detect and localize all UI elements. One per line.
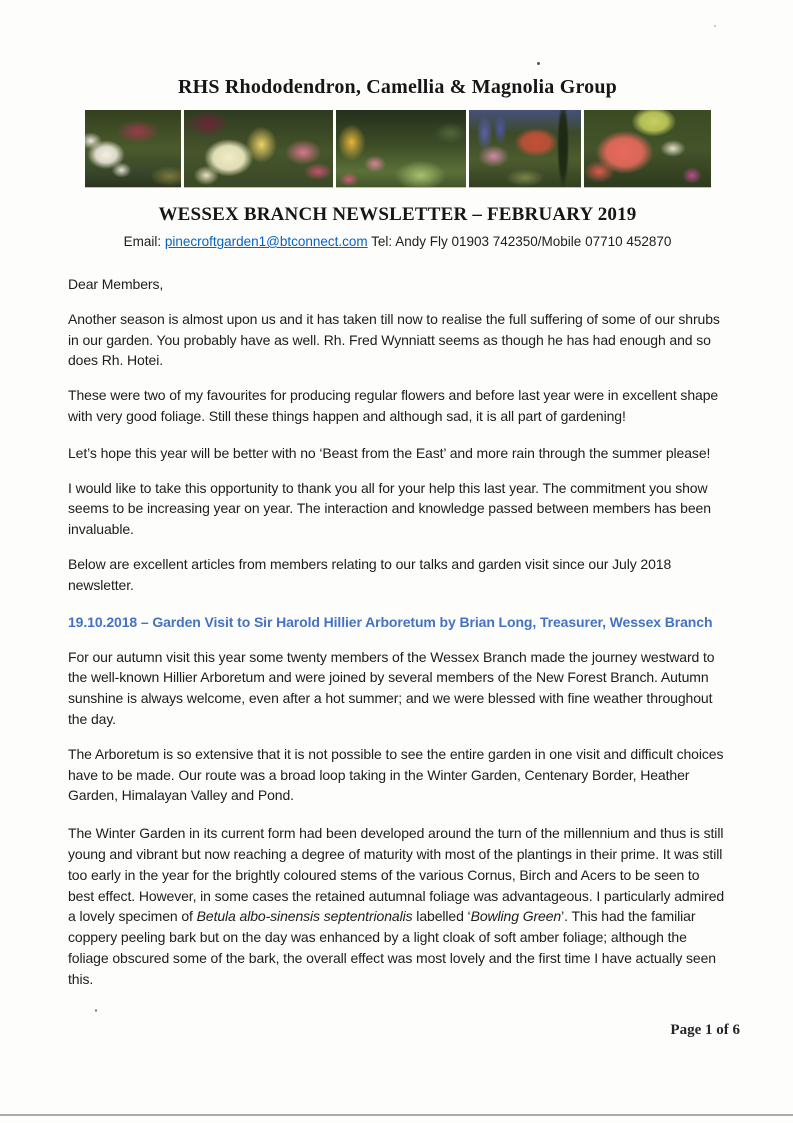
letter-paragraph-5: Below are excellent articles from members relating to our talks and garden visit since our July 2018 newsletter. — [68, 555, 672, 593]
letter-paragraph-1: Another season is almost upon us and it has taken till now to realise the full suffering of some of our shrubs in our garden. You probably have as well. Rh. Fred Wynniatt seems as though he has had enough and so does Rh. Hotei. — [68, 310, 720, 369]
article-paragraph-3 — [68, 823, 727, 989]
text-segment: ’. This had the familiar coppery peeling bark but on the day was enhanced by a light cloak of soft amber foliage; although the foliage obscured some of the bark, the overall effect was most lovely and the first time I have actually seen this. — [68, 908, 716, 987]
letter-paragraph-4: I would like to take this opportunity to thank you all for your help this last year. The commitment you show seems to be increasing year on year. The interaction and knowledge passed between members has been invaluable. — [68, 479, 711, 538]
garden-photo-banner — [85, 110, 711, 187]
garden-photo-4 — [469, 110, 581, 187]
scan-speck — [714, 25, 716, 27]
group-title: RHS Rhododendron, Camellia & Magnolia Group — [177, 76, 618, 98]
botanical-name-italic: Bowling Green — [470, 908, 562, 925]
contact-line — [68, 231, 727, 252]
article-paragraph-2: The Arboretum is so extensive that it is not possible to see the entire garden in one visit and difficult choices have to be made. Our route was a broad loop taking in the Winter Garden, Centenary Border, Heather Garden, Himalayan Valley and Pond. — [68, 745, 724, 804]
page-number: Page 1 of 6 — [670, 1022, 740, 1038]
garden-photo-1 — [85, 110, 181, 187]
scan-speck — [95, 1009, 97, 1012]
text-segment: The Winter Garden in its current form had been developed around the turn of the millennium and thus is still young and vibrant but now reaching a degree of maturity with most of the plantings in their prime. It was still too early in the year for the brightly coloured stems of the various Cornus, Birch and Acers to be seen to best effect. However, in some cases the retained autumnal foliage was advantageous. I particularly admired a lovely specimen of — [68, 825, 725, 925]
article-paragraph-1: For our autumn visit this year some twenty members of the Wessex Branch made the journey westward to the well-known Hillier Arboretum and were joined by several members of the New Forest Branch. Autumn sunshine is always welcome, even after a hot summer; and we were blessed with fine weather throughout the day. — [68, 648, 715, 727]
scan-edge-line — [0, 1114, 793, 1116]
garden-photo-2 — [184, 110, 333, 187]
garden-photo-5 — [584, 110, 711, 187]
salutation: Dear Members, — [68, 276, 164, 292]
article-heading: 19.10.2018 – Garden Visit to Sir Harold Hillier Arboretum by Brian Long, Treasurer, Wessex Branch — [68, 613, 713, 630]
letter-paragraph-3: Let’s hope this year will be better with no ‘Beast from the East’ and more rain through the summer please! — [68, 444, 711, 461]
email-link[interactable]: pinecroftgarden1@btconnect.com — [164, 234, 368, 249]
newsletter-title: WESSEX BRANCH NEWSLETTER – FEBRUARY 2019 — [158, 204, 637, 225]
letter-paragraph-2: These were two of my favourites for producing regular flowers and before last year were in excellent shape with very good foliage. Still these things happen and although sad, it is all part of gardening! — [68, 387, 719, 424]
telephone-text: Tel: Andy Fly 01903 742350/Mobile 07710 452870 — [367, 234, 672, 249]
garden-photo-3 — [336, 110, 467, 187]
letter-body — [68, 274, 727, 990]
botanical-name-italic: Betula albo-sinensis septentrionalis — [196, 908, 413, 925]
scan-speck — [537, 62, 540, 65]
text-segment: labelled ‘ — [412, 908, 471, 925]
email-label: Email: — [123, 234, 165, 249]
